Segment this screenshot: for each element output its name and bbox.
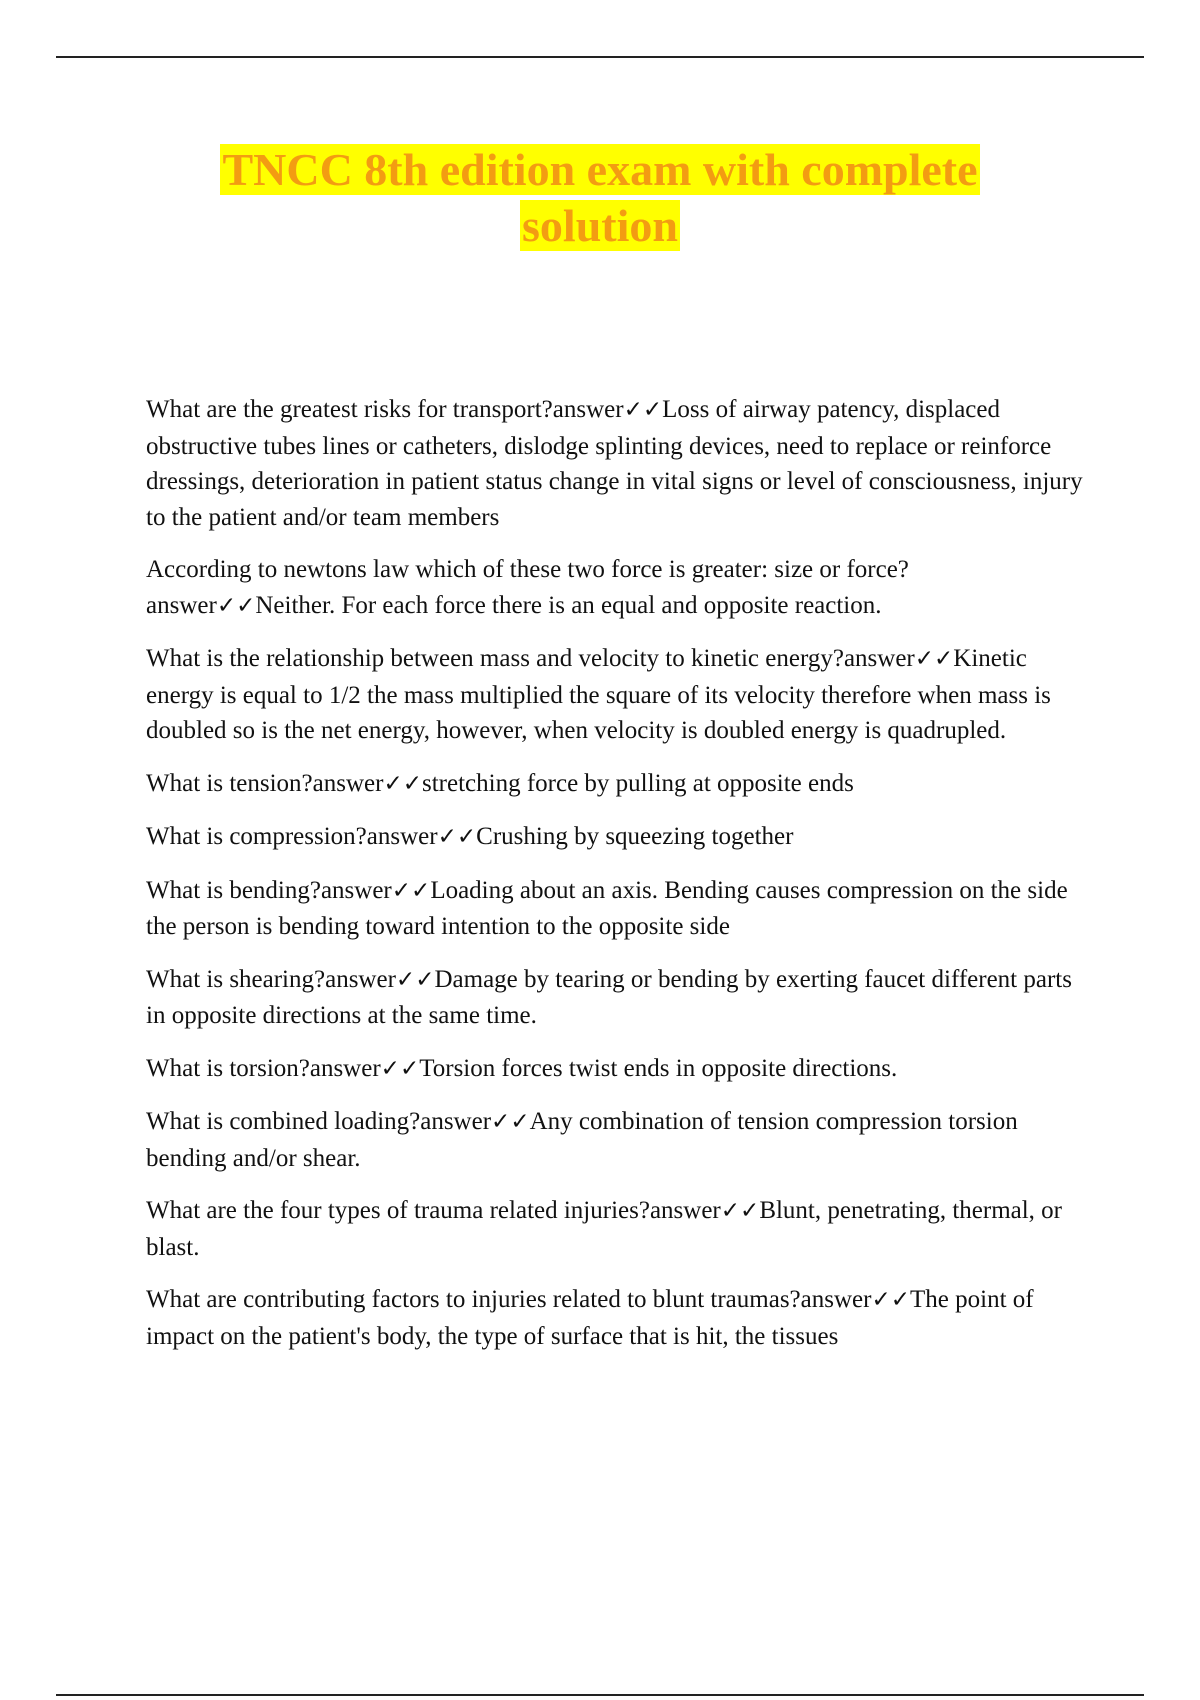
qa-list (146, 392, 1086, 1371)
question-text: What are contributing factors to injuries related to blunt traumas? (146, 1286, 801, 1313)
answer-marker: answer (309, 1054, 381, 1082)
qa-item (146, 392, 1086, 535)
qa-item (146, 1282, 1086, 1354)
qa-item (146, 962, 1086, 1034)
qa-item (146, 1051, 1086, 1088)
qa-item (146, 1104, 1086, 1176)
question-text: What are the greatest risks for transport? (146, 396, 553, 423)
document-title (100, 142, 1100, 254)
answer-text: Neither. For each force there is an equal and opposite reaction. (255, 591, 882, 619)
answer-text: Loading about an axis. Bending causes compression on the side the person is bending toward intention to the opposite side (146, 876, 1068, 940)
question-text: What is the relationship between mass and velocity to kinetic energy? (146, 645, 844, 672)
question-text: What is bending? (146, 876, 321, 904)
qa-item (146, 641, 1086, 749)
answer-marker: answer (552, 396, 624, 423)
answer-marker: answer (420, 1108, 492, 1135)
qa-item (146, 819, 1086, 856)
answer-text: Blunt, penetrating, thermal, or blast. (146, 1197, 1063, 1261)
checkmark-icon: ✓✓ (216, 592, 256, 619)
question-text: What is tension? (146, 769, 313, 797)
checkmark-icon: ✓✓ (871, 1287, 910, 1313)
title-line-2: solution (522, 200, 678, 251)
title-line-1: TNCC 8th edition exam with complete (222, 144, 978, 195)
answer-marker: answer (649, 1197, 721, 1224)
question-text: What are the four types of trauma related injuries? (146, 1197, 650, 1224)
checkmark-icon: ✓✓ (395, 966, 435, 993)
checkmark-icon: ✓✓ (380, 1055, 420, 1082)
question-text: What is shearing? (146, 965, 326, 993)
checkmark-icon: ✓✓ (914, 646, 954, 672)
answer-text: stretching force by pulling at opposite ends (422, 769, 854, 797)
answer-marker: answer (146, 591, 217, 619)
answer-text: Loss of airway patency, displaced obstructive tubes lines or catheters, dislodge splinting devices, need to replace or reinforce dressings, deterioration in patient status change in vital signs or level of consciousness, injury to the patient and/or team members (146, 396, 1083, 531)
qa-item (146, 552, 1086, 624)
answer-marker: answer (320, 876, 392, 904)
question-text: What is compression? (146, 823, 367, 850)
answer-text: Torsion forces twist ends in opposite directions. (419, 1054, 898, 1082)
answer-text: Damage by tearing or bending by exerting faucet different parts in opposite directions at the same time. (146, 965, 1072, 1029)
checkmark-icon: ✓✓ (437, 824, 477, 850)
answer-marker: answer (843, 645, 915, 672)
answer-marker: answer (325, 965, 396, 993)
checkmark-icon: ✓✓ (623, 397, 663, 423)
answer-text: Kinetic energy is equal to 1/2 the mass multiplied the square of its velocity therefore when mass is doubled so is the net energy, however, when velocity is doubled energy is quadrupled. (146, 645, 1051, 744)
answer-text: Any combination of tension compression torsion bending and/or shear. (146, 1108, 1018, 1172)
question-text: What is torsion? (146, 1054, 310, 1082)
checkmark-icon: ✓✓ (391, 877, 431, 904)
qa-item (146, 766, 1086, 803)
checkmark-icon: ✓✓ (720, 1198, 760, 1224)
answer-marker: answer (312, 769, 384, 797)
checkmark-icon: ✓✓ (491, 1109, 530, 1135)
answer-text: The point of impact on the patient's body, the type of surface that is hit, the tissues (146, 1286, 1034, 1350)
checkmark-icon: ✓✓ (383, 770, 422, 797)
qa-item (146, 1193, 1086, 1265)
question-text: According to newtons law which of these two force is greater: size or force? (146, 556, 909, 583)
question-text: What is combined loading? (146, 1108, 421, 1135)
answer-text: Crushing by squeezing together (476, 823, 794, 850)
qa-item (146, 873, 1086, 945)
bottom-rule (56, 1694, 1144, 1696)
answer-marker: answer (800, 1286, 872, 1313)
answer-marker: answer (366, 823, 438, 850)
top-rule (56, 56, 1144, 58)
